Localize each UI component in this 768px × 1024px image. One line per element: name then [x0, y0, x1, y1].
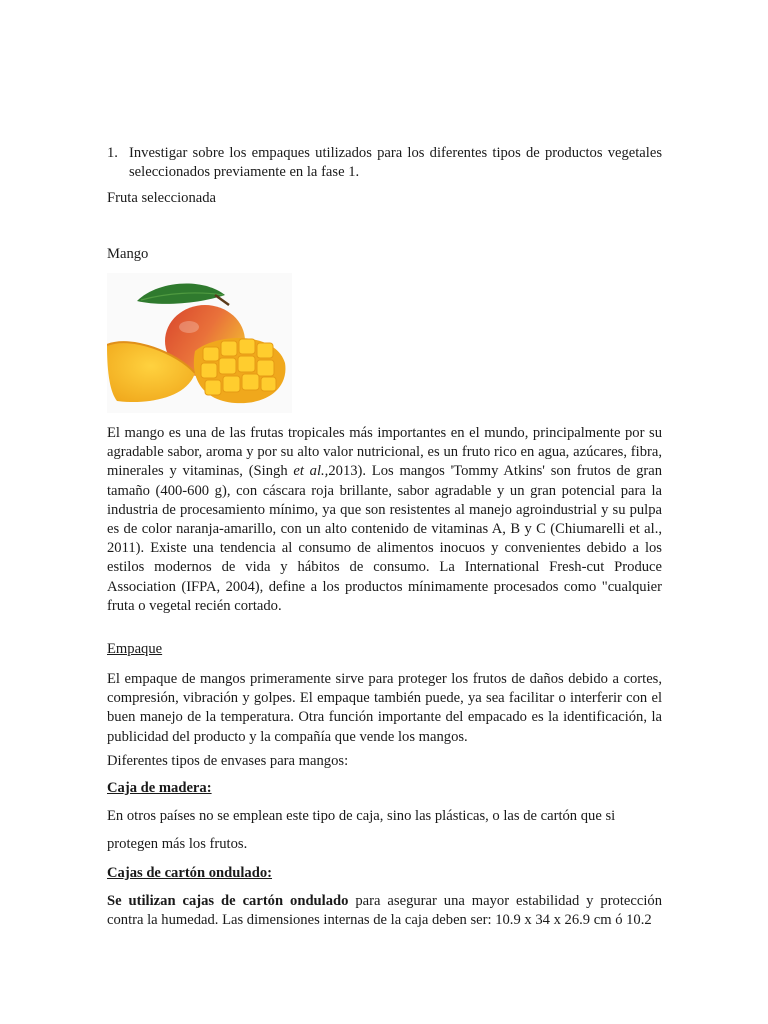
madera-line-2: protegen más los frutos. — [107, 836, 248, 852]
list-number: 1. — [107, 145, 118, 161]
tipos-label: Diferentes tipos de envases para mangos: — [107, 753, 349, 769]
madera-line-1: En otros países no se emplean este tipo de caja, sino las plásticas, o las de cartón que si — [107, 808, 616, 824]
intro-paragraph — [107, 424, 662, 616]
empaque-heading: Empaque — [107, 641, 163, 657]
task-list-item — [107, 144, 662, 182]
mango-cubes — [194, 338, 286, 403]
carton-paragraph — [107, 892, 662, 930]
mango-illustration — [107, 273, 292, 413]
fruit-name: Mango — [107, 246, 149, 262]
mango-photo — [107, 273, 292, 413]
task-text: Investigar sobre los empaques utilizados para los diferentes tipos de productos vegetales seleccionados previamente en la fase 1. — [129, 145, 662, 181]
carton-text: para asegurar una mayor estabilidad y protección contra la humedad. Las dimensiones internas de la caja deben ser: 10.9 x 34 x 26.9 cm ó 10.2 — [107, 893, 662, 929]
carton-heading: Cajas de cartón ondulado: — [107, 865, 273, 881]
intro-text-1: El mango es una de las frutas tropicales más importantes en el mundo, principalmente por su agradable sabor, aroma y por su alto valor nutricional, es un fruto rico en agua, azúcares, fibra, minerales y vitaminas, (Singh — [107, 425, 662, 480]
intro-italic: et al., — [293, 463, 329, 480]
carton-bold: Se utilizan cajas de cartón ondulado — [107, 893, 349, 909]
empaque-paragraph: El empaque de mangos primeramente sirve para proteger los frutos de daños debido a cortes, compresión, vibración y golpes. El empaque también puede, ya sea facilitar o interferir con el buen manejo de la temperatura. Otra función importante del empacado es la identificación, la publicidad del producto y la compañía que vende los mangos. — [107, 671, 662, 745]
intro-text-2: 2013). Los mangos 'Tommy Atkins' son frutos de gran tamaño (400-600 g), con cáscara roja brillante, sabor agradable y un gran potencial para la industria de procesamiento mínimo, ya que son resistentes al manejo agroindustrial y su pulpa es de color naranja-amarillo, con un alto contenido de vitaminas A, B y C (Chiumarelli et al., 2011). Existe una tendencia al consumo de alimentos inocuos y convenientes debido a los estilos modernos de vida y hábitos de consumo. La International Fresh-cut Produce Association (IFPA, 2004), define a los productos mínimamente procesados como "cualquier fruta o vegetal recién cortado. — [107, 463, 663, 614]
fruit-label: Fruta seleccionada — [107, 190, 216, 206]
madera-heading: Caja de madera: — [107, 780, 212, 796]
